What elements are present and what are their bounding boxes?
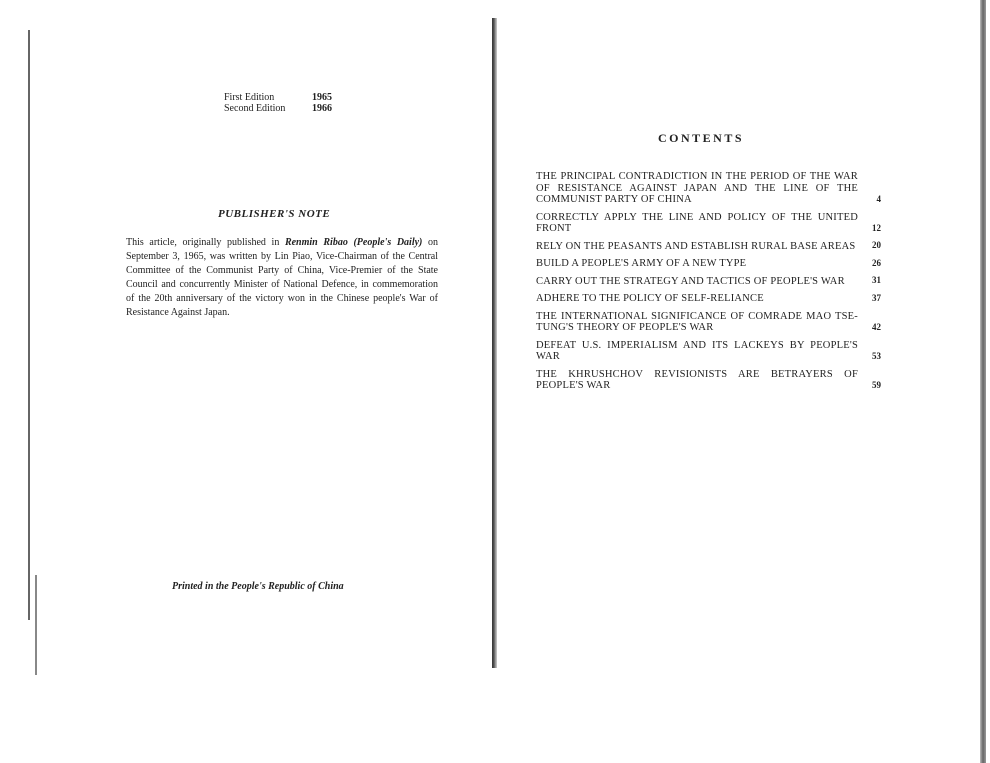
toc-entry-page: 12 — [872, 222, 881, 233]
toc-entry-page: 53 — [872, 350, 881, 361]
scan-edge-right — [980, 0, 986, 763]
toc-entry[interactable] — [536, 369, 881, 392]
toc-entry[interactable] — [536, 293, 881, 305]
edition-label: Second Edition — [224, 103, 286, 114]
scan-edge-left — [28, 30, 30, 620]
printed-in: Printed in the People's Republic of China — [172, 581, 344, 592]
toc-entry-page: 59 — [872, 379, 881, 390]
newspaper-name: Renmin Ribao (People's Daily) — [284, 237, 423, 248]
edition-row — [224, 103, 332, 114]
toc-entry-title: THE INTERNATIONAL SIGNIFICANCE OF COMRADE MAO TSE-TUNG'S THEORY OF PEOPLE'S WAR — [536, 310, 858, 333]
toc-entry[interactable] — [536, 241, 881, 253]
toc-entry[interactable] — [536, 276, 881, 288]
contents-title: CONTENTS — [658, 131, 745, 145]
publishers-note-title: PUBLISHER'S NOTE — [218, 208, 331, 220]
toc-entry-page: 42 — [872, 321, 881, 332]
edition-info — [224, 92, 332, 114]
toc-entry-title: CORRECTLY APPLY THE LINE AND POLICY OF THE UNITED FRONT — [536, 211, 858, 234]
table-of-contents — [536, 171, 881, 398]
toc-entry[interactable] — [536, 212, 881, 235]
book-gutter — [492, 18, 497, 668]
toc-entry-page: 4 — [876, 193, 881, 204]
toc-entry[interactable] — [536, 311, 881, 334]
toc-entry-title: THE KHRUSHCHOV REVISIONISTS ARE BETRAYERS OF PEOPLE'S WAR — [536, 368, 858, 391]
edition-row — [224, 92, 332, 103]
toc-entry-title: CARRY OUT THE STRATEGY AND TACTICS OF PEOPLE'S WAR — [536, 275, 845, 287]
publishers-note-body — [126, 236, 438, 320]
toc-entry[interactable] — [536, 171, 881, 206]
edition-year: 1965 — [312, 92, 332, 103]
toc-entry-page: 20 — [872, 240, 881, 250]
toc-entry[interactable] — [536, 258, 881, 270]
toc-entry-title: RELY ON THE PEASANTS AND ESTABLISH RURAL BASE AREAS — [536, 240, 856, 252]
toc-entry-page: 26 — [872, 257, 881, 268]
toc-entry-title: DEFEAT U.S. IMPERIALISM AND ITS LACKEYS BY PEOPLE'S WAR — [536, 339, 858, 362]
toc-entry[interactable] — [536, 340, 881, 363]
toc-entry-title: THE PRINCIPAL CONTRADICTION IN THE PERIOD OF THE WAR OF RESISTANCE AGAINST JAPAN AND THE LINE OF THE COMMUNIST PARTY OF CHINA — [536, 171, 858, 205]
toc-entry-title: ADHERE TO THE POLICY OF SELF-RELIANCE — [536, 293, 764, 304]
toc-entry-page: 31 — [872, 275, 881, 285]
edition-year: 1966 — [312, 103, 332, 114]
toc-entry-page: 37 — [872, 292, 881, 303]
note-text: This article, originally published in — [126, 237, 285, 248]
toc-entry-title: BUILD A PEOPLE'S ARMY OF A NEW TYPE — [536, 258, 747, 269]
note-text: on September 3, 1965, was written by Lin Piao, Vice-Chairman of the Central Committee of the Communist Party of China, Vice-Premier of the State Council and concurrently Minister of National Defence, in commemoration of the 20th anniversary of the victory won in the Chinese people's War of Resistance Against Japan. — [126, 237, 439, 318]
edition-label: First Edition — [224, 92, 275, 103]
scan-edge-left-lower — [35, 575, 37, 675]
